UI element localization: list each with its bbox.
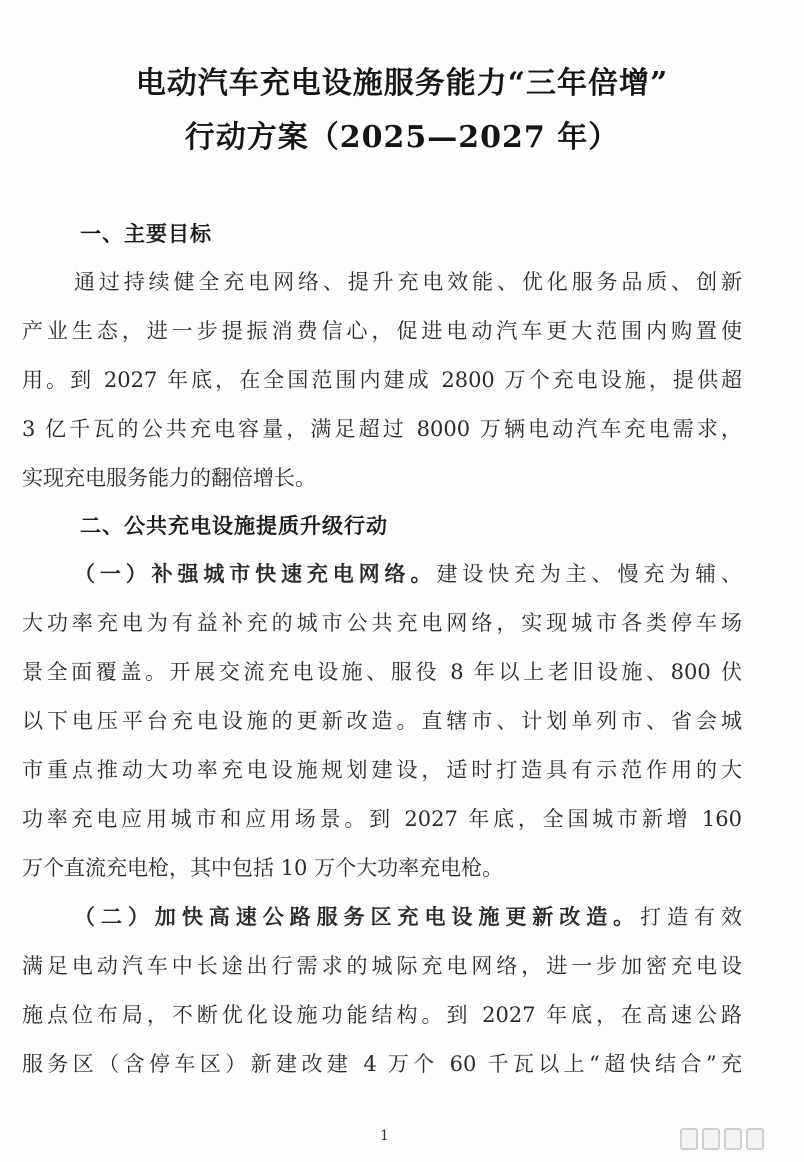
paragraph-line: 市重点推动大功率充电设施规划建设，适时打造具有示范作用的大 — [22, 758, 742, 782]
watermark-block-icon — [702, 1128, 720, 1150]
paragraph-line: 实现充电服务能力的翻倍增长。 — [22, 466, 316, 490]
subsection-2-label: （二）加快高速公路服务区充电设施更新改造。 — [74, 905, 641, 929]
paragraph-line: 产业生态，进一步提振消费信心，促进电动汽车更大范围内购置使 — [22, 319, 742, 343]
page-number: 1 — [380, 1128, 389, 1144]
paragraph-line: 通过持续健全充电网络、提升充电效能、优化服务品质、创新 — [74, 270, 742, 294]
watermark-block-icon — [746, 1128, 764, 1150]
watermark-block-icon — [680, 1128, 698, 1150]
paragraph-line: 功率充电应用城市和应用场景。到 2027 年底，全国城市新增 160 — [22, 807, 742, 831]
section-1-heading: 一、主要目标 — [80, 222, 212, 246]
paragraph-line: 服务区（含停车区）新建改建 4 万个 60 千瓦以上“超快结合”充 — [22, 1052, 742, 1076]
paragraph-line: 万个直流充电枪，其中包括 10 万个大功率充电枪。 — [22, 856, 504, 880]
paragraph-line: 大功率充电为有益补充的城市公共充电网络，实现城市各类停车场 — [22, 611, 742, 635]
document-title-line-1: 电动汽车充电设施服务能力“三年倍增” — [135, 66, 669, 101]
document-title-line-2: 行动方案（2025—2027 年） — [184, 120, 620, 155]
paragraph-line: 用。到 2027 年底，在全国范围内建成 2800 万个充电设施，提供超 — [22, 368, 742, 392]
subsection-1-label: （一）补强城市快速充电网络。 — [74, 562, 437, 586]
watermark-logo — [680, 1128, 764, 1150]
paragraph-line: 景全面覆盖。开展交流充电设施、服役 8 年以上老旧设施、800 伏 — [22, 660, 742, 684]
paragraph-line-text: 打造有效 — [640, 905, 742, 929]
paragraph-line: 满足电动汽车中长途出行需求的城际充电网络，进一步加密充电设 — [22, 954, 742, 978]
watermark-block-icon — [724, 1128, 742, 1150]
paragraph-line-text: 建设快充为主、慢充为辅、 — [436, 562, 743, 586]
paragraph-line: 以下电压平台充电设施的更新改造。直辖市、计划单列市、省会城 — [22, 709, 742, 733]
subsection-2-first-line — [74, 901, 742, 931]
subsection-1-first-line — [74, 558, 742, 588]
paragraph-line: 施点位布局，不断优化设施功能结构。到 2027 年底，在高速公路 — [22, 1003, 742, 1027]
paragraph-line: 3 亿千瓦的公共充电容量，满足超过 8000 万辆电动汽车充电需求， — [22, 417, 742, 441]
section-2-heading: 二、公共充电设施提质升级行动 — [80, 514, 388, 538]
